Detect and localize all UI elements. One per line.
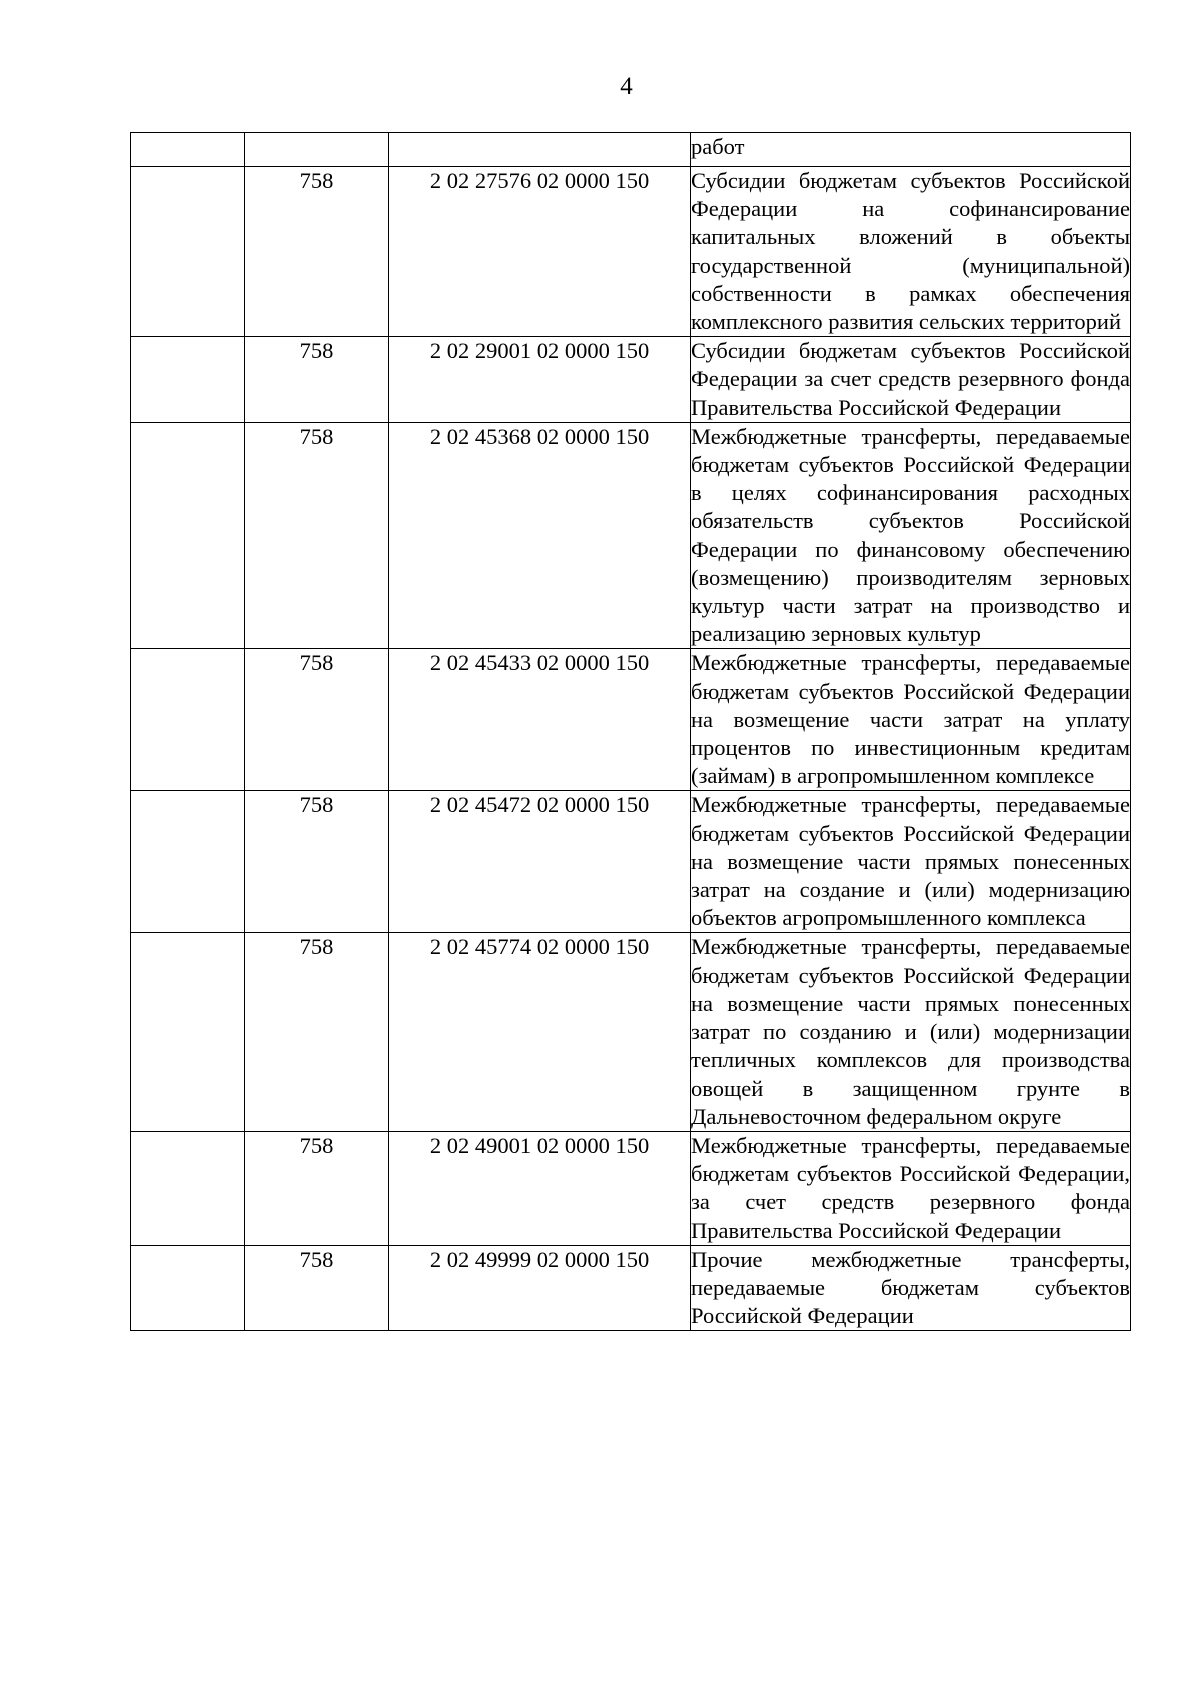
table-row xyxy=(131,649,1131,791)
empty-cell xyxy=(131,1245,245,1331)
table-row xyxy=(131,933,1131,1131)
kbk-code-cell: 2 02 45433 02 0000 150 xyxy=(389,649,691,791)
kbk-code-cell: 2 02 49001 02 0000 150 xyxy=(389,1131,691,1245)
kbk-code-cell: 2 02 27576 02 0000 150 xyxy=(389,167,691,337)
description-cell: работ xyxy=(691,133,1131,167)
empty-cell xyxy=(131,337,245,423)
budget-classification-table xyxy=(130,132,1131,1331)
admin-code-cell: 758 xyxy=(245,649,389,791)
kbk-code-cell: 2 02 29001 02 0000 150 xyxy=(389,337,691,423)
table-row xyxy=(131,167,1131,337)
admin-code-cell: 758 xyxy=(245,422,389,649)
empty-cell xyxy=(131,649,245,791)
description-cell: Межбюджетные трансферты, передаваемые бюджетам субъектов Российской Федерации в целях софинансирования расходных обязательств субъектов Российской Федерации по финансовому обеспечению (возмещению) производителям зерновых культур части затрат на производство и реализацию зерновых культур xyxy=(691,422,1131,649)
admin-code-cell: 758 xyxy=(245,167,389,337)
description-cell: Межбюджетные трансферты, передаваемые бюджетам субъектов Российской Федерации на возмещение части прямых понесенных затрат по созданию и (или) модернизации тепличных комплексов для производства овощей в защищенном грунте в Дальневосточном федеральном округе xyxy=(691,933,1131,1131)
kbk-code-cell: 2 02 45472 02 0000 150 xyxy=(389,791,691,933)
empty-cell xyxy=(131,933,245,1131)
admin-code-cell: 758 xyxy=(245,1245,389,1331)
table-row xyxy=(131,1131,1131,1245)
kbk-code-cell: 2 02 45368 02 0000 150 xyxy=(389,422,691,649)
kbk-code-cell: 2 02 49999 02 0000 150 xyxy=(389,1245,691,1331)
description-cell: Субсидии бюджетам субъектов Российской Федерации на софинансирование капитальных вложений в объекты государственной (муниципальной) собственности в рамках обеспечения комплексного развития сельских территорий xyxy=(691,167,1131,337)
description-cell: Субсидии бюджетам субъектов Российской Федерации за счет средств резервного фонда Правительства Российской Федерации xyxy=(691,337,1131,423)
admin-code-cell: 758 xyxy=(245,791,389,933)
empty-cell xyxy=(131,422,245,649)
empty-cell xyxy=(131,791,245,933)
table-row xyxy=(131,337,1131,423)
table-row-continuation xyxy=(131,133,1131,167)
table-row xyxy=(131,791,1131,933)
admin-code-cell: 758 xyxy=(245,1131,389,1245)
empty-cell xyxy=(131,133,245,167)
description-cell: Межбюджетные трансферты, передаваемые бюджетам субъектов Российской Федерации на возмещение части затрат на уплату процентов по инвестиционным кредитам (займам) в агропромышленном комплексе xyxy=(691,649,1131,791)
page-number: 4 xyxy=(620,73,633,100)
description-cell: Прочие межбюджетные трансферты, передаваемые бюджетам субъектов Российской Федерации xyxy=(691,1245,1131,1331)
kbk-code-cell: 2 02 45774 02 0000 150 xyxy=(389,933,691,1131)
empty-cell xyxy=(389,133,691,167)
empty-cell xyxy=(131,1131,245,1245)
empty-cell xyxy=(131,167,245,337)
admin-code-cell: 758 xyxy=(245,933,389,1131)
table-row xyxy=(131,1245,1131,1331)
admin-code-cell: 758 xyxy=(245,337,389,423)
description-cell: Межбюджетные трансферты, передаваемые бюджетам субъектов Российской Федерации на возмещение части прямых понесенных затрат на создание и (или) модернизацию объектов агропромышленного комплекса xyxy=(691,791,1131,933)
empty-cell xyxy=(245,133,389,167)
description-cell: Межбюджетные трансферты, передаваемые бюджетам субъектов Российской Федерации, за счет средств резервного фонда Правительства Российской Федерации xyxy=(691,1131,1131,1245)
table-row xyxy=(131,422,1131,649)
